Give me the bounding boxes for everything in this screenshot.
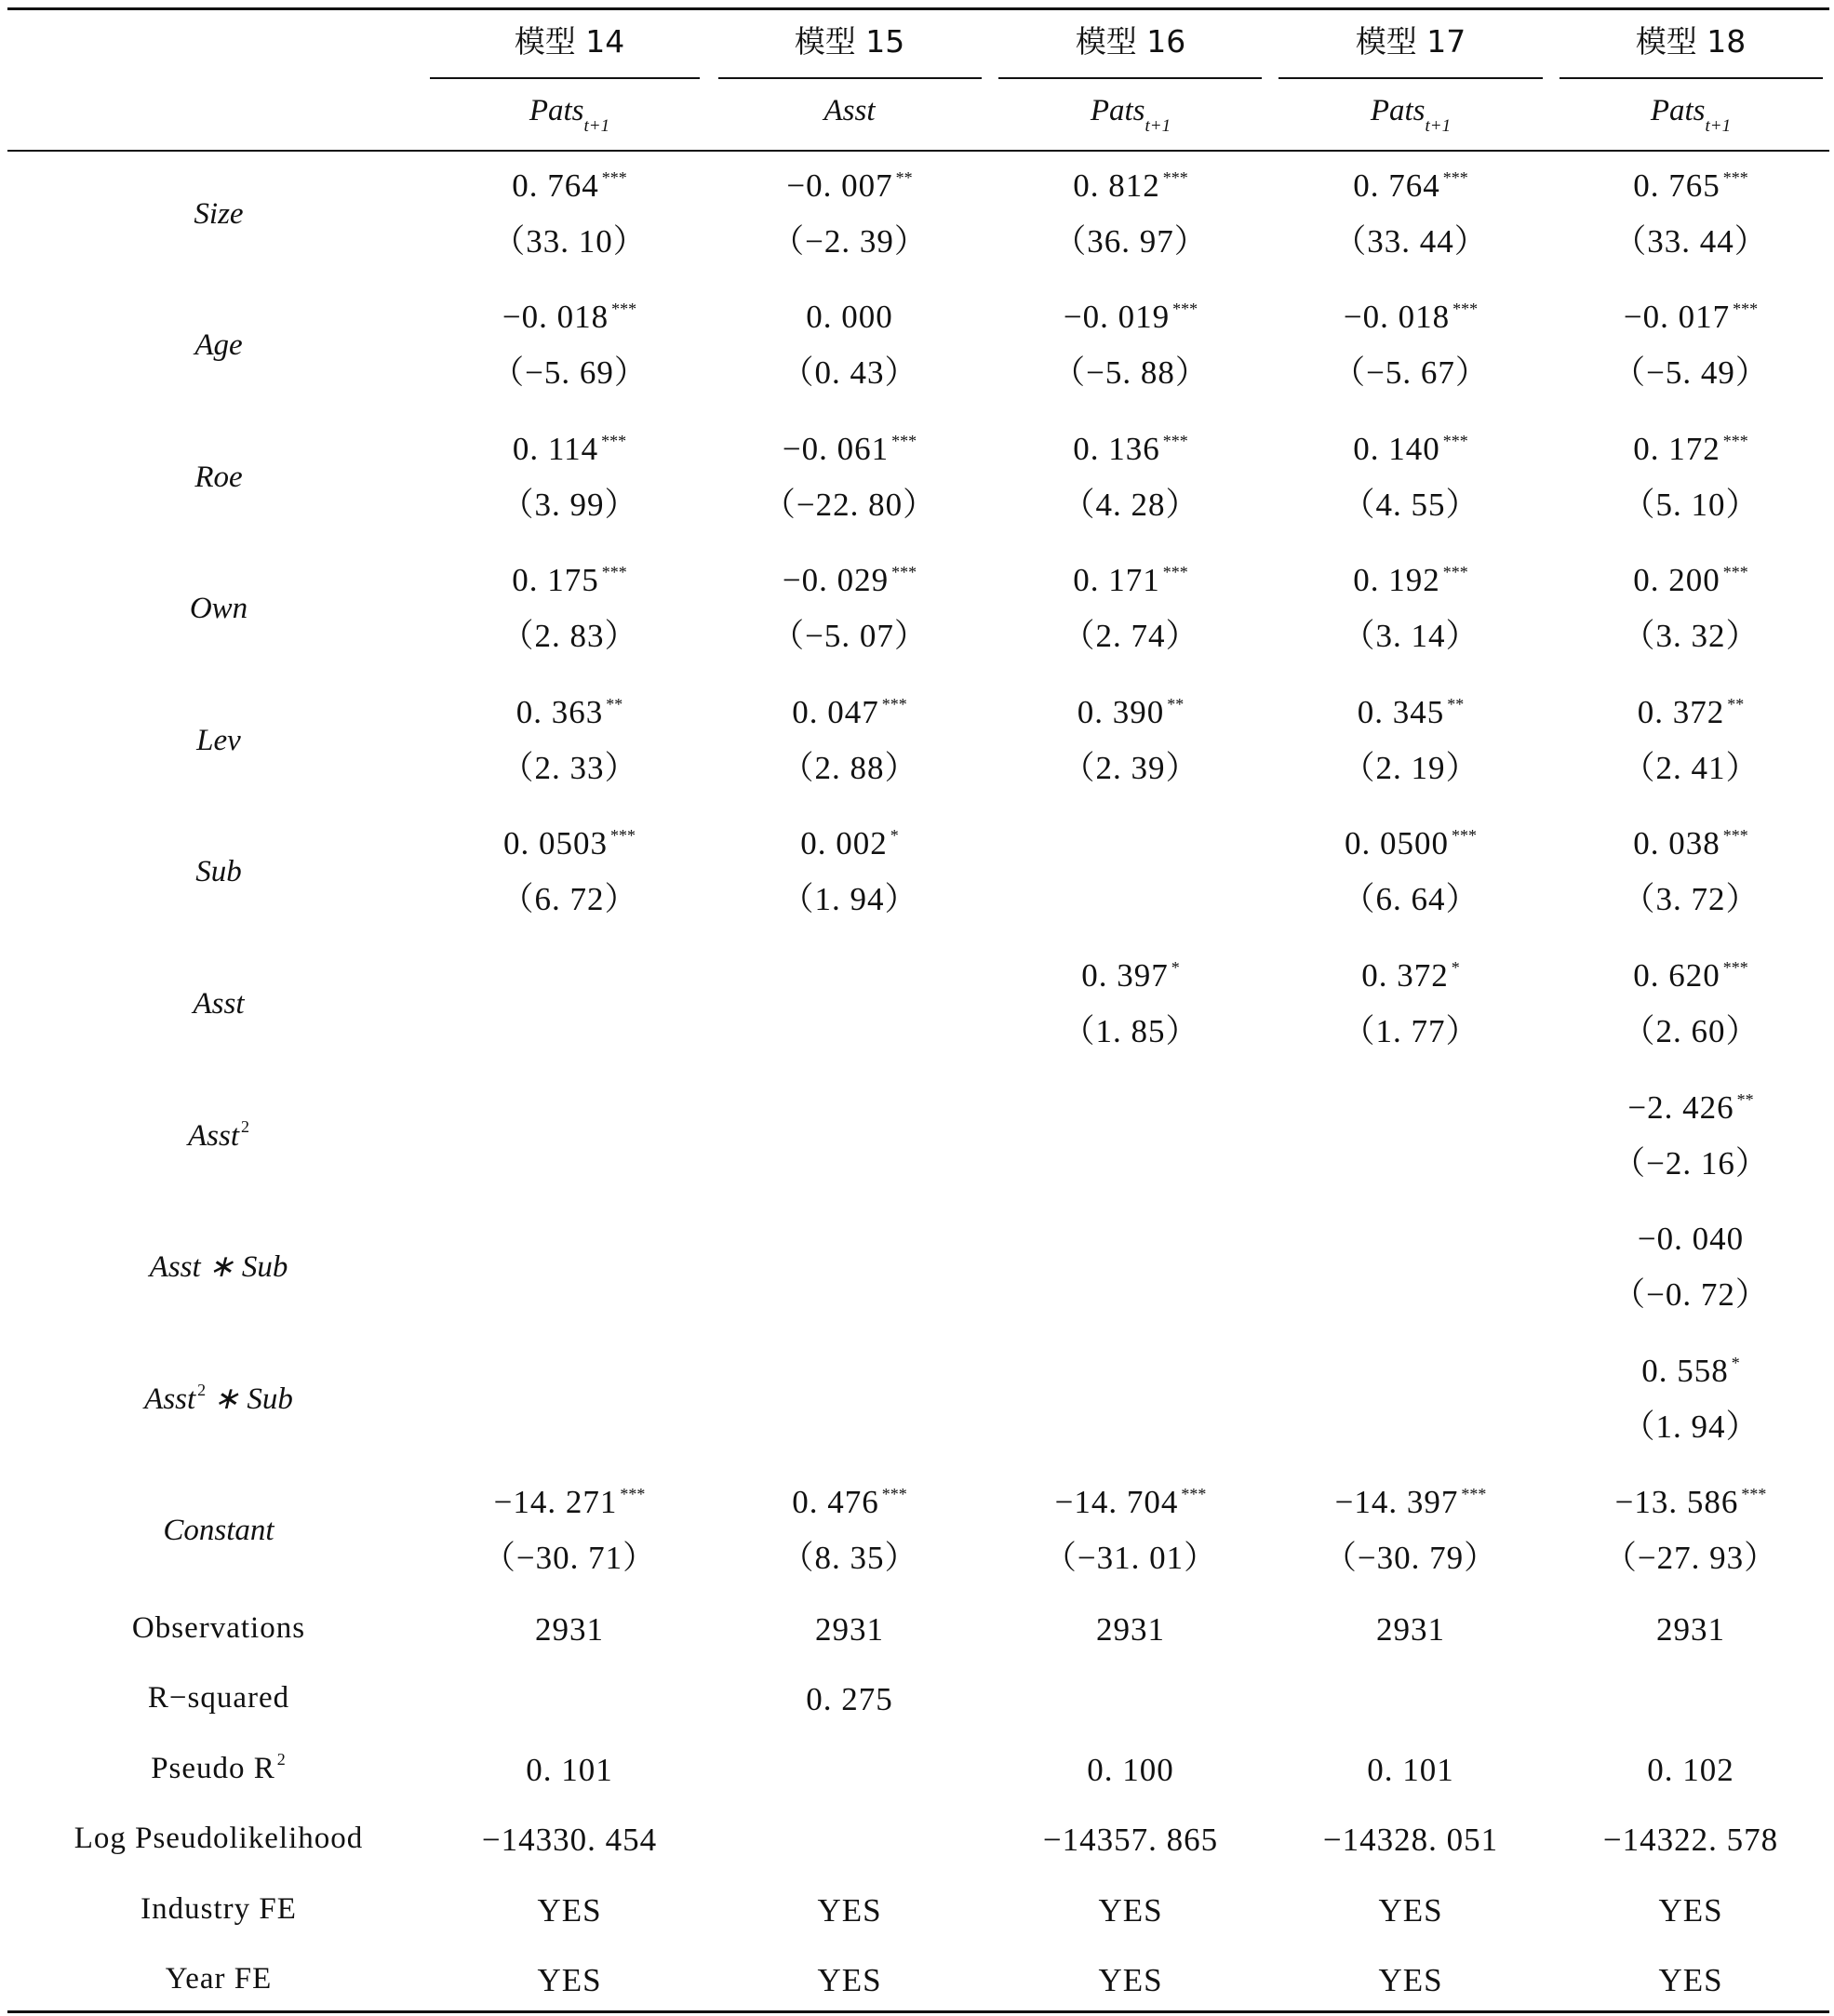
coefficient: [570, 827, 1129, 860]
significance-stars: **: [1736, 1090, 1754, 1109]
coefficient-value: 0. 140: [1353, 431, 1440, 467]
significance-stars: ***: [1442, 168, 1468, 187]
t-statistic: （−5. 67）: [1332, 354, 1489, 391]
coefficient-value: 0. 114: [512, 431, 599, 467]
dependent-variable-name: Pats: [529, 94, 584, 127]
dependent-variable-subscript: t+1: [1425, 116, 1452, 136]
dependent-variable-name: Pats: [1090, 94, 1145, 127]
coefficient-value: −0. 018: [502, 299, 609, 335]
model-underline: [1560, 77, 1823, 79]
variable-name: Asst: [149, 1250, 201, 1284]
coefficient-value: 0. 192: [1353, 562, 1440, 598]
coefficient-value: 0. 172: [1633, 431, 1720, 467]
stat-value: 0. 101: [1367, 1752, 1454, 1788]
coefficient-value: 0. 171: [1073, 562, 1160, 598]
stat-value: YES: [1378, 1962, 1443, 1998]
coefficient: [1412, 959, 1834, 992]
coefficient-value: −14. 397: [1334, 1484, 1459, 1520]
variable-interaction: ∗ Sub: [206, 1382, 293, 1416]
coefficient-value: 0. 620: [1633, 957, 1720, 994]
coefficient-value: 0. 764: [1353, 167, 1440, 204]
significance-stars: ***: [881, 695, 907, 714]
significance-stars: ***: [1722, 168, 1748, 187]
stat-label: [0, 1683, 498, 1714]
t-statistic: （36. 97）: [1053, 223, 1208, 260]
t-statistic: （2. 33）: [501, 750, 638, 786]
coefficient-value: 0. 765: [1633, 167, 1720, 204]
significance-stars: ***: [1442, 563, 1468, 581]
significance-stars: ***: [1162, 563, 1188, 581]
stat-value: YES: [537, 1962, 602, 1998]
significance-stars: ***: [1172, 300, 1198, 318]
t-statistic: （3. 99）: [501, 487, 638, 523]
model-header: 模型 16: [1075, 23, 1186, 60]
t-statistic: （5. 10）: [1622, 487, 1760, 523]
coefficient-value: 0. 372: [1637, 694, 1725, 730]
coefficient-value: 0. 812: [1073, 167, 1160, 204]
top-rule: [7, 7, 1829, 10]
variable-name: Sub: [195, 855, 242, 888]
stat-value: 2931: [1096, 1611, 1165, 1648]
significance-stars: ***: [1722, 958, 1748, 977]
model-underline: [430, 77, 700, 79]
t-statistic: （−0. 72）: [1613, 1276, 1769, 1313]
significance-stars: **: [1447, 695, 1465, 714]
t-statistic: （2. 74）: [1062, 618, 1199, 654]
significance-stars: ***: [611, 300, 637, 318]
dependent-variable-subscript: t+1: [1145, 116, 1171, 136]
stat-value: YES: [1658, 1892, 1723, 1929]
coefficient-value: 0. 002: [800, 825, 888, 861]
t-statistic: （−22. 80）: [762, 487, 937, 523]
coefficient-value: −2. 426: [1627, 1089, 1734, 1126]
significance-stars: ***: [891, 432, 917, 450]
model-underline: [718, 77, 982, 79]
coefficient-value: 0. 0503: [503, 825, 608, 861]
stat-value: −14328. 051: [1322, 1822, 1499, 1858]
significance-stars: ***: [1442, 432, 1468, 450]
significance-stars: *: [1171, 958, 1180, 977]
significance-stars: *: [890, 826, 899, 845]
stat-value: 0. 275: [806, 1681, 893, 1717]
t-statistic: （2. 88）: [781, 750, 918, 786]
stat-value: −14330. 454: [481, 1822, 658, 1858]
coefficient-value: 0. 397: [1081, 957, 1169, 994]
t-statistic: （3. 14）: [1342, 618, 1479, 654]
stat-value: 0. 101: [526, 1752, 613, 1788]
coefficient-value: −0. 029: [782, 562, 890, 598]
model-underline: [998, 77, 1262, 79]
coefficient-value: −0. 018: [1343, 299, 1451, 335]
variable-label: [0, 1381, 498, 1416]
stat-value: 2931: [1376, 1611, 1445, 1648]
stat-value: YES: [537, 1892, 602, 1929]
coefficient-value: 0. 038: [1633, 825, 1720, 861]
t-statistic: （3. 32）: [1622, 618, 1760, 654]
coefficient-value: 0. 558: [1641, 1353, 1729, 1389]
model-header: 模型 14: [514, 23, 625, 60]
coefficient: [1412, 300, 1834, 333]
dependent-variable: [1412, 94, 1834, 136]
t-statistic: （−30. 71）: [482, 1540, 657, 1576]
coefficient-value: −0. 040: [1637, 1221, 1745, 1257]
significance-stars: **: [895, 168, 913, 187]
t-statistic: （1. 94）: [781, 881, 918, 917]
variable-name: Lev: [196, 724, 241, 757]
significance-stars: ***: [1162, 432, 1188, 450]
t-statistic: （6. 64）: [1342, 881, 1479, 917]
coefficient-value: 0. 476: [792, 1484, 879, 1520]
variable-label: [0, 1117, 498, 1153]
variable-name: Size: [194, 197, 244, 231]
coefficient: [1412, 564, 1834, 596]
coefficient-value: −14. 704: [1054, 1484, 1179, 1520]
bottom-rule: [7, 2010, 1829, 2013]
t-statistic: （−2. 16）: [1613, 1145, 1769, 1182]
model-header: 模型 15: [794, 23, 905, 60]
significance-stars: **: [1167, 695, 1185, 714]
stat-label-text: Observations: [131, 1611, 306, 1645]
stat-value: YES: [817, 1962, 882, 1998]
stat-value: YES: [1098, 1892, 1163, 1929]
significance-stars: ***: [610, 826, 636, 845]
stat-label-text: Log Pseudolikelihood: [74, 1822, 364, 1855]
header-rule: [7, 150, 1829, 152]
t-statistic: （1. 94）: [1622, 1409, 1760, 1445]
t-statistic: （−30. 79）: [1323, 1540, 1498, 1576]
significance-stars: ***: [1181, 1485, 1207, 1503]
coefficient: [1412, 169, 1834, 202]
stat-label-text: Year FE: [165, 1962, 273, 1996]
t-statistic: （33. 44）: [1613, 223, 1768, 260]
t-statistic: （−31. 01）: [1043, 1540, 1218, 1576]
variable-name: Asst: [193, 987, 245, 1021]
dependent-variable-name: Asst: [823, 94, 876, 127]
variable-label: [0, 989, 498, 1020]
significance-stars: ***: [1733, 300, 1759, 318]
significance-stars: *: [1451, 958, 1460, 977]
coefficient-value: 0. 0500: [1345, 825, 1449, 861]
coefficient-value: 0. 372: [1361, 957, 1449, 994]
model-header: 模型 18: [1635, 23, 1747, 60]
dependent-variable-subscript: t+1: [583, 116, 610, 136]
coefficient: [1412, 696, 1834, 728]
stat-value: 2931: [815, 1611, 884, 1648]
significance-stars: ***: [601, 432, 627, 450]
coefficient-value: 0. 363: [515, 694, 604, 730]
coefficient-value: 0. 764: [512, 167, 599, 204]
stat-value: YES: [1098, 1962, 1163, 1998]
variable-name: Asst: [187, 1119, 239, 1153]
coefficient-value: −0. 019: [1063, 299, 1171, 335]
t-statistic: （3. 72）: [1622, 881, 1760, 917]
variable-label: [0, 1252, 498, 1283]
coefficient: [1412, 433, 1834, 465]
variable-name: Constant: [163, 1514, 274, 1547]
t-statistic: （−2. 39）: [771, 223, 928, 260]
dependent-variable-name: Pats: [1370, 94, 1426, 127]
t-statistic: （−5. 07）: [771, 618, 928, 654]
stat-label-text: Pseudo R: [151, 1752, 275, 1785]
t-statistic: （−5. 88）: [1052, 354, 1209, 391]
variable-name: Age: [194, 328, 243, 362]
t-statistic: （8. 35）: [781, 1540, 918, 1576]
coefficient-value: −0. 007: [786, 167, 893, 204]
t-statistic: （2. 60）: [1622, 1013, 1760, 1049]
coefficient-value: 0. 047: [792, 694, 879, 730]
model-header: 模型 17: [1355, 23, 1466, 60]
significance-stars: ***: [1162, 168, 1188, 187]
variable-name: Roe: [194, 461, 243, 494]
t-statistic: （2. 19）: [1342, 750, 1479, 786]
t-statistic: （0. 43）: [781, 354, 918, 391]
stat-label-superscript: 2: [276, 1750, 287, 1769]
t-statistic: （2. 83）: [501, 618, 638, 654]
coefficient: [1412, 1222, 1834, 1255]
variable-name: Asst: [144, 1382, 196, 1416]
t-statistic: （2. 41）: [1622, 750, 1760, 786]
stat-label-text: R−squared: [147, 1681, 290, 1715]
stat-value: 2931: [535, 1611, 604, 1648]
model-underline: [1278, 77, 1543, 79]
dependent-variable-subscript: t+1: [1705, 116, 1732, 136]
significance-stars: *: [1731, 1354, 1740, 1372]
t-statistic: （−27. 93）: [1603, 1540, 1778, 1576]
t-statistic: （4. 28）: [1062, 487, 1199, 523]
dependent-variable-name: Pats: [1650, 94, 1706, 127]
stat-value: YES: [817, 1892, 882, 1929]
significance-stars: **: [1727, 695, 1745, 714]
t-statistic: （1. 77）: [1342, 1013, 1479, 1049]
coefficient-value: 0. 200: [1633, 562, 1720, 598]
variable-name: Own: [189, 592, 248, 625]
significance-stars: ***: [891, 563, 917, 581]
significance-stars: ***: [1741, 1485, 1767, 1503]
significance-stars: ***: [620, 1485, 646, 1503]
significance-stars: ***: [1452, 300, 1479, 318]
coefficient-value: 0. 136: [1073, 431, 1160, 467]
coefficient-value: −14. 271: [493, 1484, 618, 1520]
coefficient: [1412, 1486, 1834, 1518]
coefficient-value: −0. 061: [782, 431, 890, 467]
coefficient: [1412, 1091, 1834, 1124]
variable-interaction: ∗ Sub: [200, 1250, 288, 1284]
stat-value: YES: [1378, 1892, 1443, 1929]
t-statistic: （33. 10）: [492, 223, 647, 260]
stat-value: 2931: [1656, 1611, 1725, 1648]
significance-stars: ***: [1722, 432, 1748, 450]
t-statistic: （2. 39）: [1062, 750, 1199, 786]
coefficient: [1412, 827, 1834, 860]
significance-stars: ***: [1722, 563, 1748, 581]
variable-superscript: 2: [197, 1381, 207, 1399]
significance-stars: ***: [881, 1485, 907, 1503]
t-statistic: （6. 72）: [501, 881, 638, 917]
variable-superscript: 2: [241, 1117, 249, 1136]
stat-value: −14322. 578: [1602, 1822, 1779, 1858]
stat-value: 0. 102: [1647, 1752, 1734, 1788]
coefficient-value: 0. 390: [1077, 694, 1165, 730]
stat-label-text: Industry FE: [141, 1892, 297, 1926]
coefficient-value: 0. 000: [806, 299, 893, 335]
stat-value: YES: [1658, 1962, 1723, 1998]
t-statistic: （4. 55）: [1342, 487, 1479, 523]
coefficient: [1412, 1355, 1834, 1387]
stat-value: 0. 100: [1087, 1752, 1174, 1788]
coefficient-value: −0. 017: [1623, 299, 1731, 335]
significance-stars: ***: [601, 168, 627, 187]
significance-stars: ***: [1452, 826, 1477, 845]
significance-stars: ***: [601, 563, 627, 581]
coefficient-value: 0. 175: [512, 562, 599, 598]
stat-value: −14357. 865: [1042, 1822, 1219, 1858]
t-statistic: （−5. 49）: [1613, 354, 1769, 391]
significance-stars: **: [606, 695, 623, 714]
coefficient-value: 0. 345: [1357, 694, 1445, 730]
t-statistic: （33. 44）: [1333, 223, 1488, 260]
t-statistic: （1. 85）: [1062, 1013, 1199, 1049]
coefficient-value: −13. 586: [1614, 1484, 1739, 1520]
significance-stars: ***: [1722, 826, 1748, 845]
significance-stars: ***: [1461, 1485, 1487, 1503]
t-statistic: （−5. 69）: [491, 354, 648, 391]
